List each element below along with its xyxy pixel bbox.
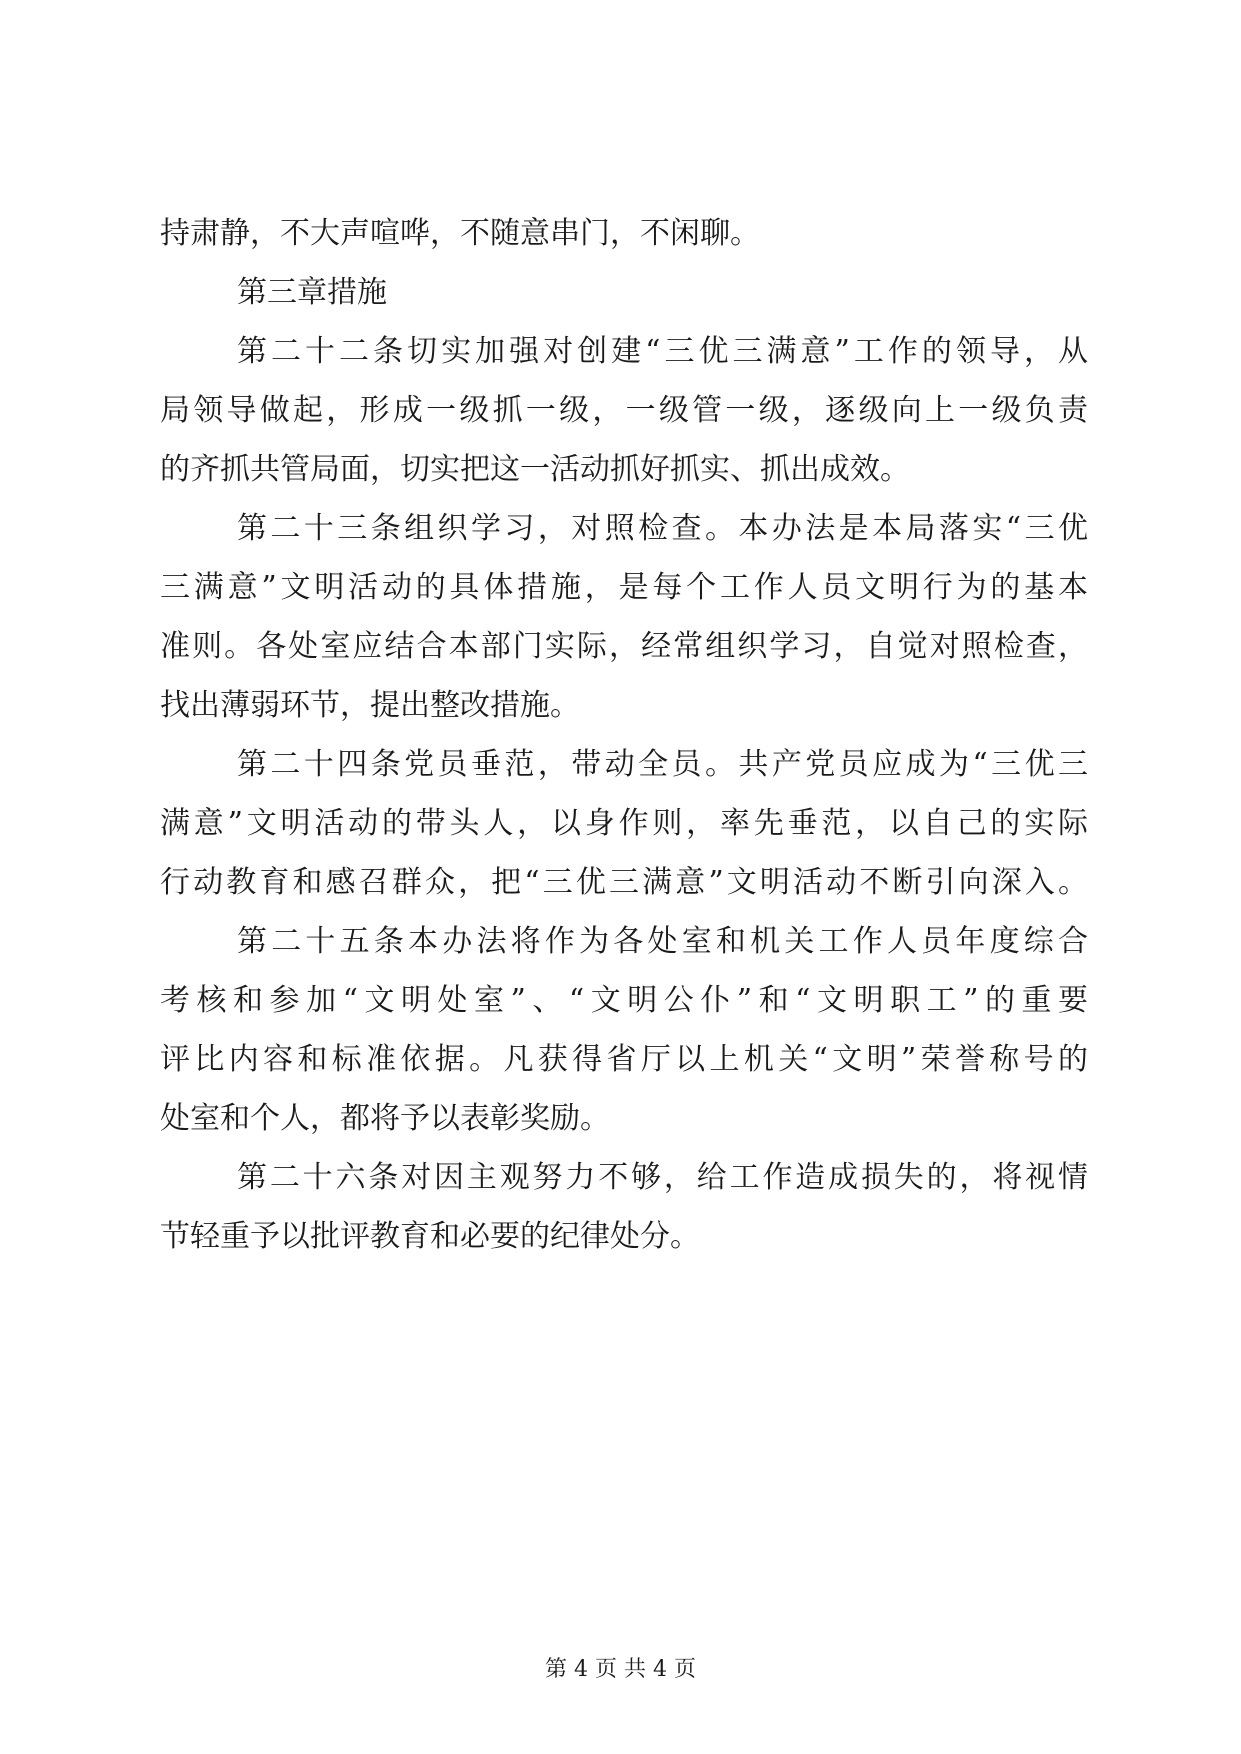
text-line: 三满意”文明活动的具体措施，是每个工作人员文明行为的基本 bbox=[160, 570, 1088, 605]
text-line: 第二十六条对因主观努力不够，给工作造成损失的，将视情 bbox=[237, 1160, 1088, 1195]
text-line: 第二十二条切实加强对创建“三优三满意”工作的领导，从 bbox=[237, 334, 1088, 369]
text-line: 第二十三条组织学习，对照检查。本办法是本局落实“三优 bbox=[237, 511, 1088, 546]
text-line: 第二十五条本办法将作为各处室和机关工作人员年度综合 bbox=[237, 924, 1088, 959]
text-line: 第三章措施 bbox=[237, 275, 387, 310]
text-line: 的齐抓共管局面，切实把这一活动抓好抓实、抓出成效。 bbox=[160, 452, 910, 487]
text-line: 节轻重予以批评教育和必要的纪律处分。 bbox=[160, 1219, 700, 1254]
page-number: 第 4 页 共 4 页 bbox=[545, 1657, 696, 1682]
text-line: 评比内容和标准依据。凡获得省厅以上机关“文明”荣誉称号的 bbox=[160, 1042, 1088, 1077]
text-line: 处室和个人，都将予以表彰奖励。 bbox=[160, 1101, 610, 1136]
text-line: 行动教育和感召群众，把“三优三满意”文明活动不断引向深入。 bbox=[160, 865, 1088, 900]
body-text bbox=[160, 204, 1088, 1266]
text-line: 准则。各处室应结合本部门实际，经常组织学习，自觉对照检查， bbox=[160, 629, 1088, 664]
text-line: 局领导做起，形成一级抓一级，一级管一级，逐级向上一级负责 bbox=[160, 393, 1088, 428]
text-line: 第二十四条党员垂范，带动全员。共产党员应成为“三优三 bbox=[237, 747, 1088, 782]
text-line: 考核和参加“文明处室”、“文明公仆”和“文明职工”的重要 bbox=[160, 983, 1088, 1018]
text-line: 持肃静，不大声喧哗，不随意串门，不闲聊。 bbox=[160, 216, 760, 251]
page-footer bbox=[0, 1655, 1241, 1685]
text-line: 找出薄弱环节，提出整改措施。 bbox=[160, 688, 580, 723]
text-line: 满意”文明活动的带头人，以身作则，率先垂范，以自己的实际 bbox=[160, 806, 1088, 841]
